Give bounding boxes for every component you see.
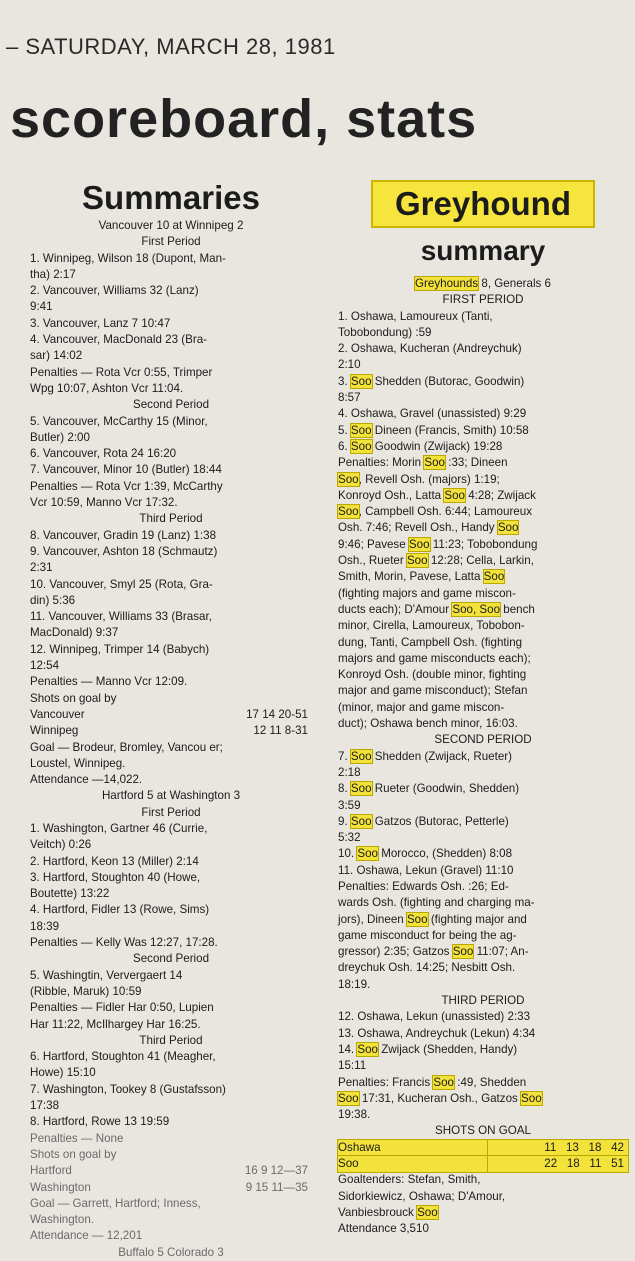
highlighted-term: Soo [433, 1075, 455, 1089]
team-name: Oshawa [338, 1140, 488, 1156]
summaries-line: 18:39 [30, 919, 60, 933]
team-name: Soo [338, 1156, 488, 1172]
greyhound-line [338, 472, 628, 488]
summaries-line: Shots on goal by [30, 691, 117, 705]
greyhound-summary-body [338, 276, 628, 1238]
summaries-line: 17:38 [30, 1099, 60, 1113]
text-run: FIRST PERIOD [442, 293, 524, 307]
team-values: 17 14 20-51 [246, 707, 308, 721]
greyhound-line [338, 749, 628, 765]
text-run: , Revell Osh. (majors) 1:19; [358, 472, 500, 486]
summaries-line: Attendance —14,022. [30, 773, 143, 787]
greyhound-line [338, 700, 628, 716]
text-run: gressor) 2:35; Gatzos [338, 945, 453, 959]
summaries-line: Vancouver 10 at Winnipeg 2 [98, 219, 244, 232]
greyhound-line [338, 1026, 628, 1042]
text-run: 5. [338, 423, 351, 437]
greyhound-line [338, 879, 628, 895]
text-run: ducts each); D'Amour [338, 602, 453, 616]
summaries-line: Hartford 5 at Washington 3 [101, 789, 241, 803]
text-run: game misconduct for being the ag- [338, 928, 517, 942]
highlighted-term: Soo [350, 423, 372, 437]
summaries-line: tha) 2:17 [30, 267, 76, 281]
greyhound-line [338, 667, 628, 683]
text-run: 11:07; An- [473, 945, 529, 959]
team-name: Winnipeg [30, 724, 79, 738]
greyhound-line [338, 455, 628, 471]
text-run: Dineen (Francis, Smith) 10:58 [371, 423, 529, 437]
highlighted-term: Soo [357, 847, 378, 861]
summaries-stat-row [30, 723, 312, 739]
text-run: 14. [338, 1042, 358, 1056]
summaries-line: 2. Hartford, Keon 13 (Miller) 2:14 [30, 854, 199, 868]
highlighted-term: Soo, Soo [452, 602, 501, 616]
summaries-line: MacDonald) 9:37 [30, 626, 119, 640]
text-run: Shedden (Zwijack, Rueter) [371, 749, 513, 763]
text-run: (fighting majors and game miscon- [338, 586, 516, 600]
team-values: 9 15 11—35 [245, 1180, 308, 1194]
summaries-line: Penalties — None [30, 1131, 124, 1145]
greyhound-line [338, 406, 628, 422]
highlighted-term: Soo [350, 439, 372, 453]
text-run: dung, Tanti, Campbell Osh. (fighting [338, 635, 523, 649]
summaries-line: 2:31 [30, 561, 53, 575]
text-run: duct); Oshawa bench minor, 16:03. [338, 717, 518, 731]
highlighted-term: Soo [483, 570, 505, 584]
team-values: 16 9 12—37 [244, 1164, 308, 1178]
text-run: Osh. 7:46; Revell Osh., Handy [338, 521, 498, 535]
text-run: 13. Oshawa, Andreychuk (Lekun) 4:34 [338, 1026, 536, 1040]
team-name: Hartford [30, 1164, 72, 1178]
greyhound-line [338, 1091, 628, 1107]
summaries-line: 6. Hartford, Stoughton 41 (Meagher, [30, 1050, 216, 1064]
summaries-line: 4. Hartford, Fidler 13 (Rowe, Sims) [30, 903, 210, 917]
greyhound-stat-row [338, 1140, 628, 1156]
text-run: Konroyd Osh. (double minor, fighting [338, 668, 527, 682]
text-run: major and game misconduct); Stefan [338, 684, 528, 698]
text-run: jors), Dineen [338, 912, 407, 926]
summaries-line: 8. Vancouver, Gradin 19 (Lanz) 1:38 [30, 528, 217, 542]
greyhound-line [338, 977, 628, 993]
highlighted-term: Soo [408, 537, 430, 551]
summaries-line: 3. Hartford, Stoughton 40 (Howe, [30, 870, 201, 884]
summaries-line: 5. Vancouver, McCarthy 15 (Minor, [30, 414, 208, 428]
highlighted-term: Soo [357, 1042, 378, 1056]
text-run: SHOTS ON GOAL [435, 1124, 531, 1138]
text-run: 3:59 [338, 798, 361, 812]
greyhound-line [338, 993, 628, 1009]
summary-subheading: summary [420, 235, 546, 266]
greyhound-line [338, 683, 628, 699]
text-run: (minor, major and game miscon- [338, 700, 505, 714]
text-run: 8. [338, 782, 351, 796]
summaries-line: 2. Vancouver, Williams 32 (Lanz) [30, 284, 199, 298]
greyhound-line [338, 390, 628, 406]
highlighted-term: Soo [444, 488, 465, 502]
summaries-line: 4. Vancouver, MacDonald 23 (Bra- [30, 333, 208, 347]
text-run: 8, Generals 6 [478, 277, 551, 290]
summaries-line: First Period [141, 235, 201, 249]
greyhound-line [338, 1189, 628, 1205]
greyhound-line [338, 1172, 628, 1188]
summaries-line: Penalties — Rota Vcr 1:39, McCarthy [30, 479, 223, 493]
text-run: :33; Dineen [445, 456, 508, 470]
greyhound-heading: Greyhound [371, 180, 595, 228]
summaries-line: 8. Hartford, Rowe 13 19:59 [30, 1115, 170, 1129]
text-run: 9. [338, 814, 351, 828]
text-run: THIRD PERIOD [441, 994, 525, 1008]
highlighted-term: Soo [338, 505, 359, 519]
text-run: (fighting major and [427, 912, 527, 926]
greyhound-line [338, 846, 628, 862]
highlighted-term: Soo [406, 912, 428, 926]
text-run: 11:23; Tobobondung [429, 537, 538, 551]
highlighted-term: Soo [350, 782, 372, 796]
text-run: bench [500, 602, 535, 616]
text-run: Attendance 3,510 [338, 1222, 429, 1236]
greyhound-line [338, 635, 628, 651]
summaries-heading: Summaries [82, 179, 260, 216]
summaries-line: Attendance — 12,201 [30, 1229, 143, 1243]
text-run: 2:18 [338, 765, 361, 779]
highlighted-term: Soo [406, 554, 428, 568]
summaries-line: 5. Washingtin, Ververgaert 14 [30, 968, 183, 982]
summaries-line: First Period [141, 805, 201, 819]
text-run: 7. [338, 749, 351, 763]
text-run: 12:28; Cella, Larkin, [427, 554, 534, 568]
text-run: Vanbiesbrouck [338, 1205, 418, 1219]
highlighted-term: Soo [350, 749, 372, 763]
text-run: dreychuk Osh. 14:25; Nesbitt Osh. [338, 961, 516, 975]
greyhound-line [338, 944, 628, 960]
summaries-line: 7. Washington, Tookey 8 (Gustafsson) [30, 1082, 226, 1096]
greyhound-line [338, 292, 628, 308]
greyhound-line [338, 602, 628, 618]
summaries-line: Butler) 2:00 [30, 430, 90, 444]
text-run: 4. Oshawa, Gravel (unassisted) 9:29 [338, 407, 527, 421]
summaries-line: Veitch) 0:26 [30, 838, 92, 852]
text-run: 12. Oshawa, Lekun (unassisted) 2:33 [338, 1010, 531, 1024]
summaries-line: Boutette) 13:22 [30, 887, 110, 901]
summaries-line: din) 5:36 [30, 593, 76, 607]
text-run: minor, Cirella, Lamoureux, Tobobon- [338, 619, 525, 633]
text-run: Shedden (Butorac, Goodwin) [371, 374, 525, 388]
summaries-line: 1. Washington, Gartner 46 (Currie, [30, 821, 208, 835]
text-run: Goaltenders: Stefan, Smith, [338, 1173, 481, 1187]
text-run: SECOND PERIOD [434, 733, 532, 747]
summaries-line: Loustel, Winnipeg. [30, 756, 126, 770]
greyhound-line [338, 781, 628, 797]
greyhound-line [338, 357, 628, 373]
text-run: Gatzos (Butorac, Petterle) [371, 814, 509, 828]
summaries-line: Penalties — Fidler Har 0:50, Lupien [30, 1001, 214, 1015]
summaries-line: Third Period [139, 1033, 203, 1047]
text-run: Tobobondung) :59 [338, 325, 432, 339]
team-values: 11 13 18 42 [488, 1140, 628, 1156]
summaries-body [30, 218, 312, 1261]
greyhound-line [338, 830, 628, 846]
greyhound-line [338, 423, 628, 439]
text-run: Sidorkiewicz, Oshawa; D'Amour, [338, 1189, 506, 1203]
summaries-line: Howe) 15:10 [30, 1066, 96, 1080]
text-run: 11. Oshawa, Lekun (Gravel) 11:10 [338, 863, 514, 877]
greyhound-line [338, 1205, 628, 1221]
greyhound-summary-column [338, 180, 628, 1238]
text-run: 2:10 [338, 358, 361, 372]
greyhound-line [338, 1123, 628, 1139]
summaries-line: Third Period [139, 512, 203, 526]
text-run: 4:28; Zwijack [464, 488, 536, 502]
greyhound-line [338, 651, 628, 667]
greyhound-line [338, 895, 628, 911]
summaries-line: Washington. [30, 1213, 95, 1227]
summaries-stat-row [30, 1180, 312, 1196]
highlighted-term: Soo [497, 521, 519, 535]
text-run: Osh., Rueter [338, 554, 407, 568]
highlighted-term: Soo [452, 945, 474, 959]
greyhound-line [338, 1009, 628, 1025]
text-run: 17:31, Kucheran Osh., Gatzos [358, 1091, 522, 1105]
summaries-stat-row [30, 707, 312, 723]
text-run: 18:19. [338, 977, 371, 991]
summaries-line: Har 11:22, McIlhargey Har 16:25. [30, 1017, 201, 1031]
greyhound-line [338, 928, 628, 944]
greyhound-line [338, 765, 628, 781]
masthead: scoreboard, stats [10, 89, 478, 149]
summaries-line: Penalties — Manno Vcr 12:09. [30, 675, 188, 689]
team-name: Vancouver [30, 707, 85, 721]
summaries-line: 1. Winnipeg, Wilson 18 (Dupont, Man- [30, 251, 226, 265]
summaries-line: 12:54 [30, 659, 60, 673]
highlighted-term: Soo [338, 1091, 359, 1105]
greyhound-line [338, 716, 628, 732]
text-run: 19:38. [338, 1108, 371, 1122]
summaries-line: 7. Vancouver, Minor 10 (Butler) 18:44 [30, 463, 222, 477]
highlighted-term: Soo [338, 472, 359, 486]
summaries-line: 12. Winnipeg, Trimper 14 (Babych) [30, 642, 210, 656]
greyhound-stat-row [338, 1156, 628, 1172]
summaries-column [30, 180, 312, 1261]
summaries-line: 11. Vancouver, Williams 33 (Brasar, [30, 610, 212, 624]
summaries-line: Shots on goal by [30, 1147, 117, 1161]
summaries-line: 9. Vancouver, Ashton 18 (Schmautz) [30, 544, 218, 558]
highlighted-term: Soo [350, 814, 372, 828]
greyhound-line [338, 553, 628, 569]
text-run: 2. Oshawa, Kucheran (Andreychuk) [338, 342, 522, 356]
highlighted-term: Soo [417, 1205, 438, 1219]
summaries-stat-row [30, 1163, 312, 1179]
greyhound-line [338, 1107, 628, 1123]
greyhound-line [338, 960, 628, 976]
text-run: Morocco, (Shedden) 8:08 [377, 847, 513, 861]
highlighted-term: Soo [424, 456, 445, 470]
text-run: majors and game misconducts each); [338, 651, 531, 665]
text-run: 9:46; Pavese [338, 537, 409, 551]
text-run: , Campbell Osh. 6:44; Lamoureux [358, 505, 532, 519]
summaries-line: Second Period [132, 398, 210, 412]
highlighted-term: Greyhounds [415, 277, 479, 290]
text-run: Goodwin (Zwijack) 19:28 [371, 439, 503, 453]
greyhound-line [338, 325, 628, 341]
summaries-line: Vcr 10:59, Manno Vcr 17:32. [30, 496, 178, 510]
highlighted-term: Soo [521, 1091, 542, 1105]
summaries-line: Goal — Garrett, Hartford; Inness, [30, 1196, 201, 1210]
summaries-line: (Ribble, Maruk) 10:59 [30, 984, 142, 998]
text-run: Penalties: Morin [338, 456, 425, 470]
greyhound-line [338, 439, 628, 455]
greyhound-line [338, 618, 628, 634]
text-run: 1. Oshawa, Lamoureux (Tanti, [338, 309, 493, 323]
summaries-line: Goal — Brodeur, Bromley, Vancou er; [30, 740, 223, 754]
text-run: Penalties: Edwards Osh. :26; Ed- [338, 879, 509, 893]
team-values: 22 18 11 51 [488, 1156, 628, 1172]
greyhound-line [338, 798, 628, 814]
text-run: Penalties: Francis [338, 1075, 434, 1089]
text-run: 10. [338, 847, 358, 861]
text-run: 5:32 [338, 831, 361, 845]
greyhound-line [338, 863, 628, 879]
greyhound-line [338, 814, 628, 830]
greyhound-line [338, 374, 628, 390]
text-run: 15:11 [338, 1059, 367, 1073]
greyhound-line [338, 488, 628, 504]
greyhound-line [338, 912, 628, 928]
text-run: Zwijack (Shedden, Handy) [377, 1042, 518, 1056]
highlighted-term: Soo [350, 374, 372, 388]
team-values: 12 11 8-31 [253, 724, 308, 738]
text-run: 8:57 [338, 391, 361, 405]
summaries-line: 3. Vancouver, Lanz 7 10:47 [30, 316, 171, 330]
greyhound-line [338, 341, 628, 357]
summaries-line: Penalties — Rota Vcr 0:55, Trimper [30, 365, 213, 379]
summaries-line: sar) 14:02 [30, 349, 83, 363]
greyhound-line [338, 732, 628, 748]
team-name: Washington [30, 1180, 91, 1194]
greyhound-line [338, 276, 628, 292]
greyhound-line [338, 1221, 628, 1237]
greyhound-line [338, 520, 628, 536]
text-run: 3. [338, 374, 351, 388]
greyhound-line [338, 1075, 628, 1091]
summaries-line: 6. Vancouver, Rota 24 16:20 [30, 447, 177, 461]
greyhound-line [338, 586, 628, 602]
text-run: Rueter (Goodwin, Shedden) [371, 782, 520, 796]
summaries-line: 9:41 [30, 300, 53, 314]
summaries-line: Buffalo 5 Colorado 3 [118, 1245, 224, 1259]
text-run: 6. [338, 439, 351, 453]
greyhound-line [338, 504, 628, 520]
text-run: Konroyd Osh., Latta [338, 488, 445, 502]
text-run: Smith, Morin, Pavese, Latta [338, 570, 484, 584]
greyhound-line [338, 309, 628, 325]
summaries-line: Penalties — Kelly Was 12:27, 17:28. [30, 936, 218, 950]
greyhound-line [338, 1042, 628, 1058]
text-run: wards Osh. (fighting and charging ma- [338, 896, 535, 910]
greyhound-line [338, 1058, 628, 1074]
dateline: – SATURDAY, MARCH 28, 1981 [6, 34, 336, 59]
greyhound-line [338, 569, 628, 585]
summaries-line: Wpg 10:07, Ashton Vcr 11:04. [30, 381, 184, 395]
text-run: :49, Shedden [454, 1075, 527, 1089]
summaries-line: Second Period [132, 952, 210, 966]
greyhound-line [338, 537, 628, 553]
summaries-line: 10. Vancouver, Smyl 25 (Rota, Gra- [30, 577, 213, 591]
